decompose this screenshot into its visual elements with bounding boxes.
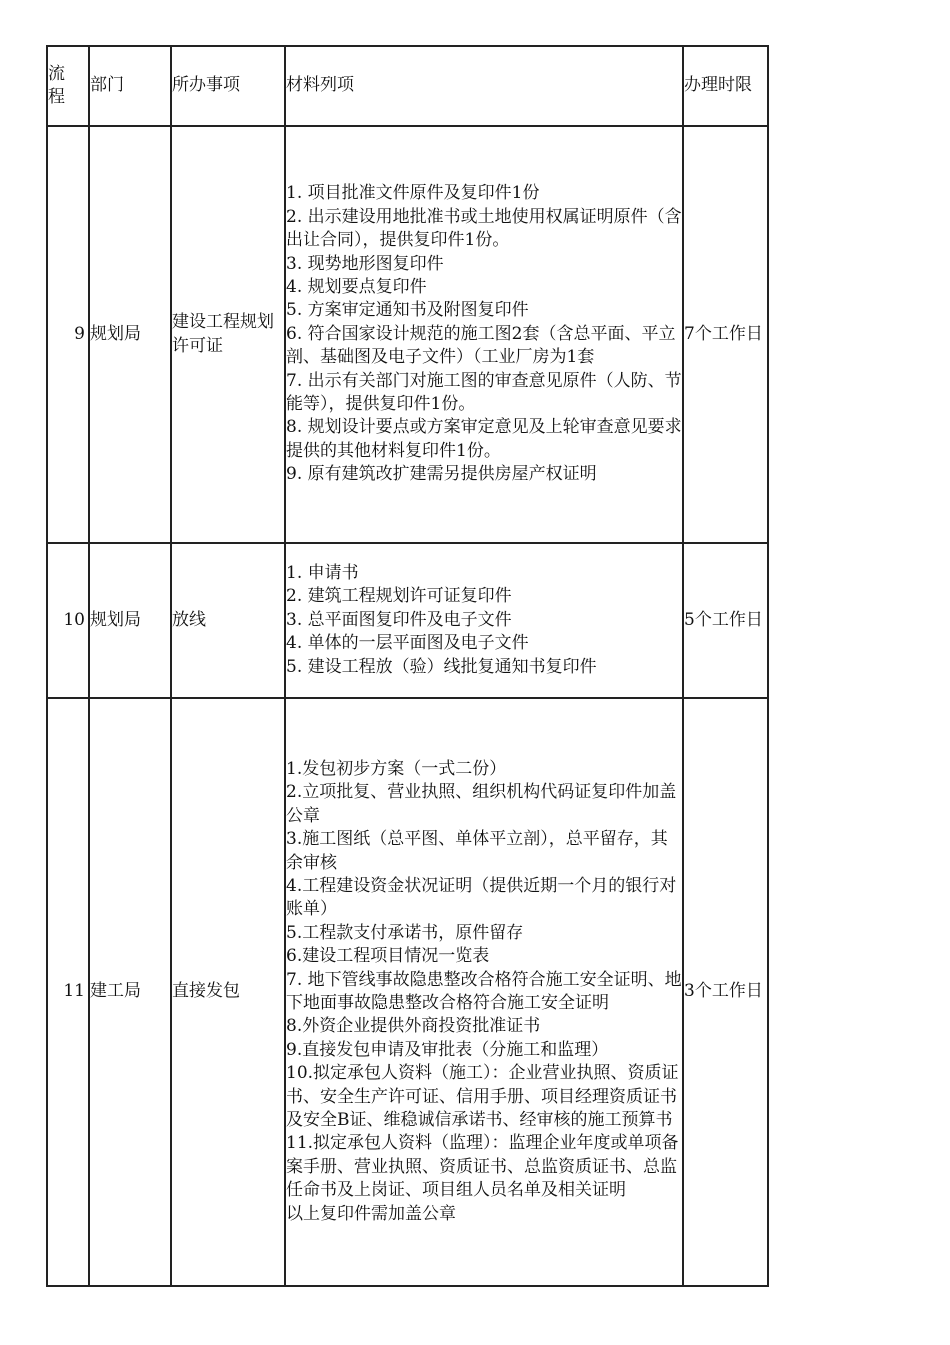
material-item: 3. 总平面图复印件及电子文件 — [286, 609, 512, 630]
table-row — [47, 126, 768, 543]
header-item: 所办事项 — [171, 46, 285, 126]
material-item: 1. 申请书 — [286, 562, 359, 583]
table-row — [47, 698, 768, 1286]
material-item: 2. 出示建设用地批准书或土地使用权属证明原件（含出让合同），提供复印件1份。 — [286, 206, 682, 251]
material-item: 7. 出示有关部门对施工图的审查意见原件（人防、节能等），提供复印件1份。 — [286, 370, 682, 415]
material-item: 11.拟定承包人资料（监理）：监理企业年度或单项备案手册、营业执照、资质证书、总监资质证书、总监任命书及上岗证、项目组人员名单及相关证明 — [286, 1133, 679, 1201]
time-limit: 3个工作日 — [683, 698, 768, 1286]
material-item: 10.拟定承包人资料（施工）：企业营业执照、资质证书、安全生产许可证、信用手册、项目经理资质证书及安全B证、维稳诚信承诺书、经审核的施工预算书 — [286, 1063, 679, 1131]
step-number: 10 — [47, 543, 89, 698]
header-row — [47, 46, 768, 126]
time-limit: 5个工作日 — [683, 543, 768, 698]
material-item: 6. 符合国家设计规范的施工图2套（含总平面、平立剖、基础图及电子文件）（工业厂房为1套 — [286, 323, 676, 368]
header-step-line2: 程 — [48, 87, 65, 107]
department: 建工局 — [89, 698, 171, 1286]
step-number: 9 — [47, 126, 89, 543]
material-item: 4. 单体的一层平面图及电子文件 — [286, 633, 529, 654]
procedure-table — [46, 45, 769, 1287]
material-item: 2.立项批复、营业执照、组织机构代码证复印件加盖公章 — [286, 782, 677, 826]
material-item: 2. 建筑工程规划许可证复印件 — [286, 586, 512, 607]
material-item: 4.工程建设资金状况证明（提供近期一个月的银行对账单） — [286, 875, 677, 920]
material-item: 4. 规划要点复印件 — [286, 276, 427, 297]
department: 规划局 — [89, 543, 171, 698]
materials-list — [285, 543, 683, 698]
material-item: 5. 方案审定通知书及附图复印件 — [286, 300, 529, 321]
material-item: 9.直接发包申请及审批表（分施工和监理） — [286, 1039, 609, 1060]
material-item: 8.外资企业提供外商投资批准证书 — [286, 1016, 541, 1037]
material-item: 9. 原有建筑改扩建需另提供房屋产权证明 — [286, 464, 597, 485]
materials-list — [285, 698, 683, 1286]
material-item: 3. 现势地形图复印件 — [286, 253, 444, 274]
material-item: 8. 规划设计要点或方案审定意见及上轮审查意见要求提供的其他材料复印件1份。 — [286, 417, 682, 461]
time-limit: 7个工作日 — [683, 126, 768, 543]
material-item: 6.建设工程项目情况一览表 — [286, 946, 490, 967]
step-number: 11 — [47, 698, 89, 1286]
header-dept: 部门 — [89, 46, 171, 126]
service-item: 放线 — [171, 543, 285, 698]
header-materials: 材料列项 — [285, 46, 683, 126]
header-step — [47, 46, 89, 126]
material-item: 5. 建设工程放（验）线批复通知书复印件 — [286, 656, 597, 677]
material-item: 7. 地下管线事故隐患整改合格符合施工安全证明、地下地面事故隐患整改合格符合施工安全证明 — [286, 969, 682, 1013]
service-item: 直接发包 — [171, 698, 285, 1286]
header-time-limit: 办理时限 — [683, 46, 768, 126]
material-item: 5.工程款支付承诺书，原件留存 — [286, 922, 524, 943]
material-item: 1.发包初步方案（一式二份） — [286, 758, 507, 779]
department: 规划局 — [89, 126, 171, 543]
materials-list — [285, 126, 683, 543]
header-step-line1: 流 — [48, 63, 65, 84]
service-item: 建设工程规划许可证 — [171, 126, 285, 543]
material-item: 1. 项目批准文件原件及复印件1份 — [286, 183, 540, 204]
table-row — [47, 543, 768, 698]
material-item: 以上复印件需加盖公章 — [286, 1203, 456, 1224]
material-item: 3.施工图纸（总平图、单体平立剖），总平留存，其余审核 — [286, 829, 668, 873]
